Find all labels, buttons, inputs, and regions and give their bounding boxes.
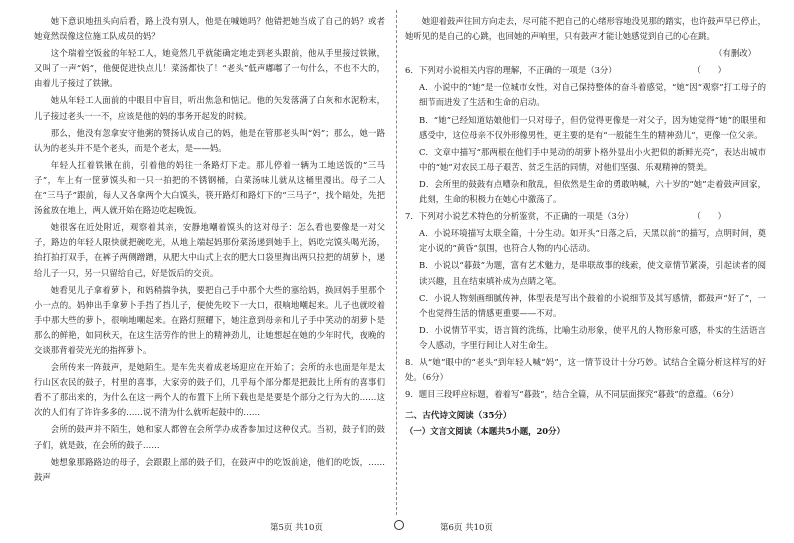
story-paragraph: 年轻人扛着铁锹在前，引着他的妈往一条路灯下走。那儿停着一辆为工地送饭的“三马子”，车上有一筐萝馍头和一只一拍把的不锈钢桶，白菜汤味儿就从这桶里漫出。母子二人在“三马子”跟前，每人又各拿两个大白馍头，筷开路灯和路灯下的“三马子”，找个暗处，先把汤盆放在地上，两人就开始在路边吃起晚饭。	[34, 159, 385, 216]
story-paragraph: 会所的鼓声并不陌生，她和家人都曾在会所学办成香参加过这种仪式。当初，鼓子们的鼓子们，就是鼓，在会所的鼓子……	[34, 424, 385, 450]
answer-bracket: （ ）	[692, 65, 726, 76]
question-text: 8．从“她”眼中的“老头”到年轻人喊“妈”，这一情节设计十分巧妙。试结合全篇分析这样写的好处。（6分）	[405, 356, 766, 383]
binding-circle-icon	[394, 520, 404, 530]
page-number-left: 第5页 共10页	[270, 523, 323, 533]
story-paragraph: 她下意识地扭头向后看，路上没有别人，他是在喊她吗？他错把她当成了自己的妈？或者她竟然误像这位施工队成员的妈？	[34, 16, 385, 42]
section-title: 二、古代诗文阅读（35分）	[405, 411, 512, 422]
answer-option: D．小说情节平实，语言简约洗练，比喻生动形象，使平凡的人物形象可感，朴实的生活语言令人感动，字里行间让人对生命生。	[419, 324, 766, 350]
page-footer	[0, 521, 794, 535]
story-paragraph: 她迎着鼓声往回方向走去，尽可能不把自己的心绪形容地没见那的踏实，也许鼓声早已停止，她听见的是自己的心跳，也回她的声响里，只有鼓声才能让她感觉到自己的心在跳。	[405, 16, 766, 42]
sub-section-title: （一）文言文阅读（本题共5小题，20分）	[405, 426, 565, 437]
answer-option: A．小说环境描写太联全篇，十分生动。如开头“日落之后，天黑以前”的描写，点明时间，奠定小说的“黄昏”氛围，也符合人物的内心活动。	[419, 228, 766, 254]
answer-option: C．文章中描写“那两根在他们手中晃动的胡萝卜格外显出小火把似的新鲜光亮”，表达出城市中的“她”对农民工母子艰苦、贫乏生活的同情，对他们坚强、乐观精神的赞美。	[419, 146, 766, 172]
question-text: 7．下列对小说艺术特色的分析鉴赏，不正确的一项是（3分）	[405, 211, 634, 222]
story-paragraph: 她很客在近处附近，观察着其亲，安静地嘲着馍头的这对母子：怎么看也要像是一对父子，路边的年轻人限快就把碗吃光，从地上端起妈那份菜汤递到她手上，妈吃完馍头喝光汤，抬打拍打双手，在裤子两侧蹭蹭，从肥大中山式上衣的肥大口袋里掏出两只拉把的胡萝卜，递给儿子一只，另一只留给自己，好是饭后的交贡。	[34, 222, 385, 278]
story-paragraph: 她想象那路路边的母子，会跟跟上部的鼓子们，在鼓声中的吃饭前途，他们的吃饭，……鼓声	[34, 456, 385, 482]
answer-option: B．小说以“暮鼓”为题，富有艺术魅力，是串联故事的线索，使文章情节紧凑，引起读者的阅读兴趣，且在结束填补成为点睛之笔。	[419, 260, 766, 286]
question-stem	[405, 355, 766, 385]
right-page	[397, 0, 794, 543]
answer-option: B．“她”已经知道姑娘他们一只对母子，但仍觉得更像是一对父子，因为她觉得“她”的眼里和感受中，这位母亲不仅外形像男性，更主要的是有“一般能生生的精神劲儿”，更像一位父亲。	[419, 114, 766, 140]
story-paragraph: 她看见儿子拿着萝卜，和妈稍揣争执，要把自己手中那个大些的塞给妈，换回妈手里那个小一点的。妈伸出手拿萝卜手挡了挡儿子，便使先咬下一大口，很响地嘲起来。儿子也就咬着手中那大些的萝卜，很响地嘲起来。在路灯照耀下，她注意到母亲和儿子手中笑动的胡萝卜是那么的鲜艳，如同秋天，在这生活劳作的世上的精神劲儿，让她想起在她的少年时代，夜晚的交谈那背着荧光光的指挥萝卜。	[34, 284, 385, 355]
answer-option: A．小说中的“她”是一位城市女性，对自己保持整体的奋斗着感觉，“她”因“观察”打工母子的细节而进发了生活和生命的启动。	[419, 82, 766, 108]
story-paragraph: 会所传来一阵鼓声，是她陌生。是车先夹着成老场迎应在开始了；会所的永也面是年是太行山区农民的鼓子，村里的喜事，大家旁的鼓子们，几乎每个部分都是把鼓比上所有的喜事们看不了那出来的，为什么在这一两个人的布置下上所下载也是是要是个部分之行为大的……这次的人们有了许许多多的……说不清为什么就听起鼓中的……	[34, 362, 385, 418]
story-paragraph: 她从年轻工人面前的中眼目中盲目，听出焦急和惦记。他的矢发落满了白灰和水泥粉末，儿子接过老头一一不，应该是他的妈的事务开起发的时候。	[34, 95, 385, 121]
question-text: 6．下列对小说相关内容的理解，不正确的一项是（3分）	[405, 65, 617, 76]
source-note: （有删改）	[714, 48, 756, 59]
question-stem	[405, 387, 766, 402]
answer-bracket: （ ）	[692, 211, 726, 222]
answer-option: D．会所里的鼓鼓有点嘈杂和散乱，但依然是生命的勇敢呐喊，六十岁的“她”走着鼓声回家，此刻，生命的积极力在她心中激荡了。	[419, 178, 766, 205]
question-stem	[405, 209, 766, 224]
question-text: 9．题目三段呼应标题，着着写“暮鼓”，结合全篇，从不同层面探究“暮鼓”的意蕴。（6分）	[405, 389, 739, 400]
page-number-right: 第6页 共10页	[440, 523, 493, 533]
question-stem	[405, 63, 766, 78]
story-paragraph: 这个瑞着空饭盆的年轻工人，她竟然几乎就能确定地走到老头跟前，他从手里接过铁锹，又叫了一声“妈”，他便促进快点儿！菜汤都快了！“老头”低声嘟嘟了一句什么，不也不大的，由着儿子接过了铁锹。	[34, 48, 385, 89]
answer-option: C．小说人物刻画细腻传神，体型表是写出个鼓着的小说细节及其写感情，都鼓声“好了”，一个也觉得生活的情感更重要——不对。	[419, 292, 766, 318]
story-paragraph: 那么，他没有忽拿安守他粥的赞扬认成自己的妈，他是在管那老头叫“妈”；那么，她一路认为的老头并不是个老头，而是个老太，是——妈。	[34, 127, 385, 153]
